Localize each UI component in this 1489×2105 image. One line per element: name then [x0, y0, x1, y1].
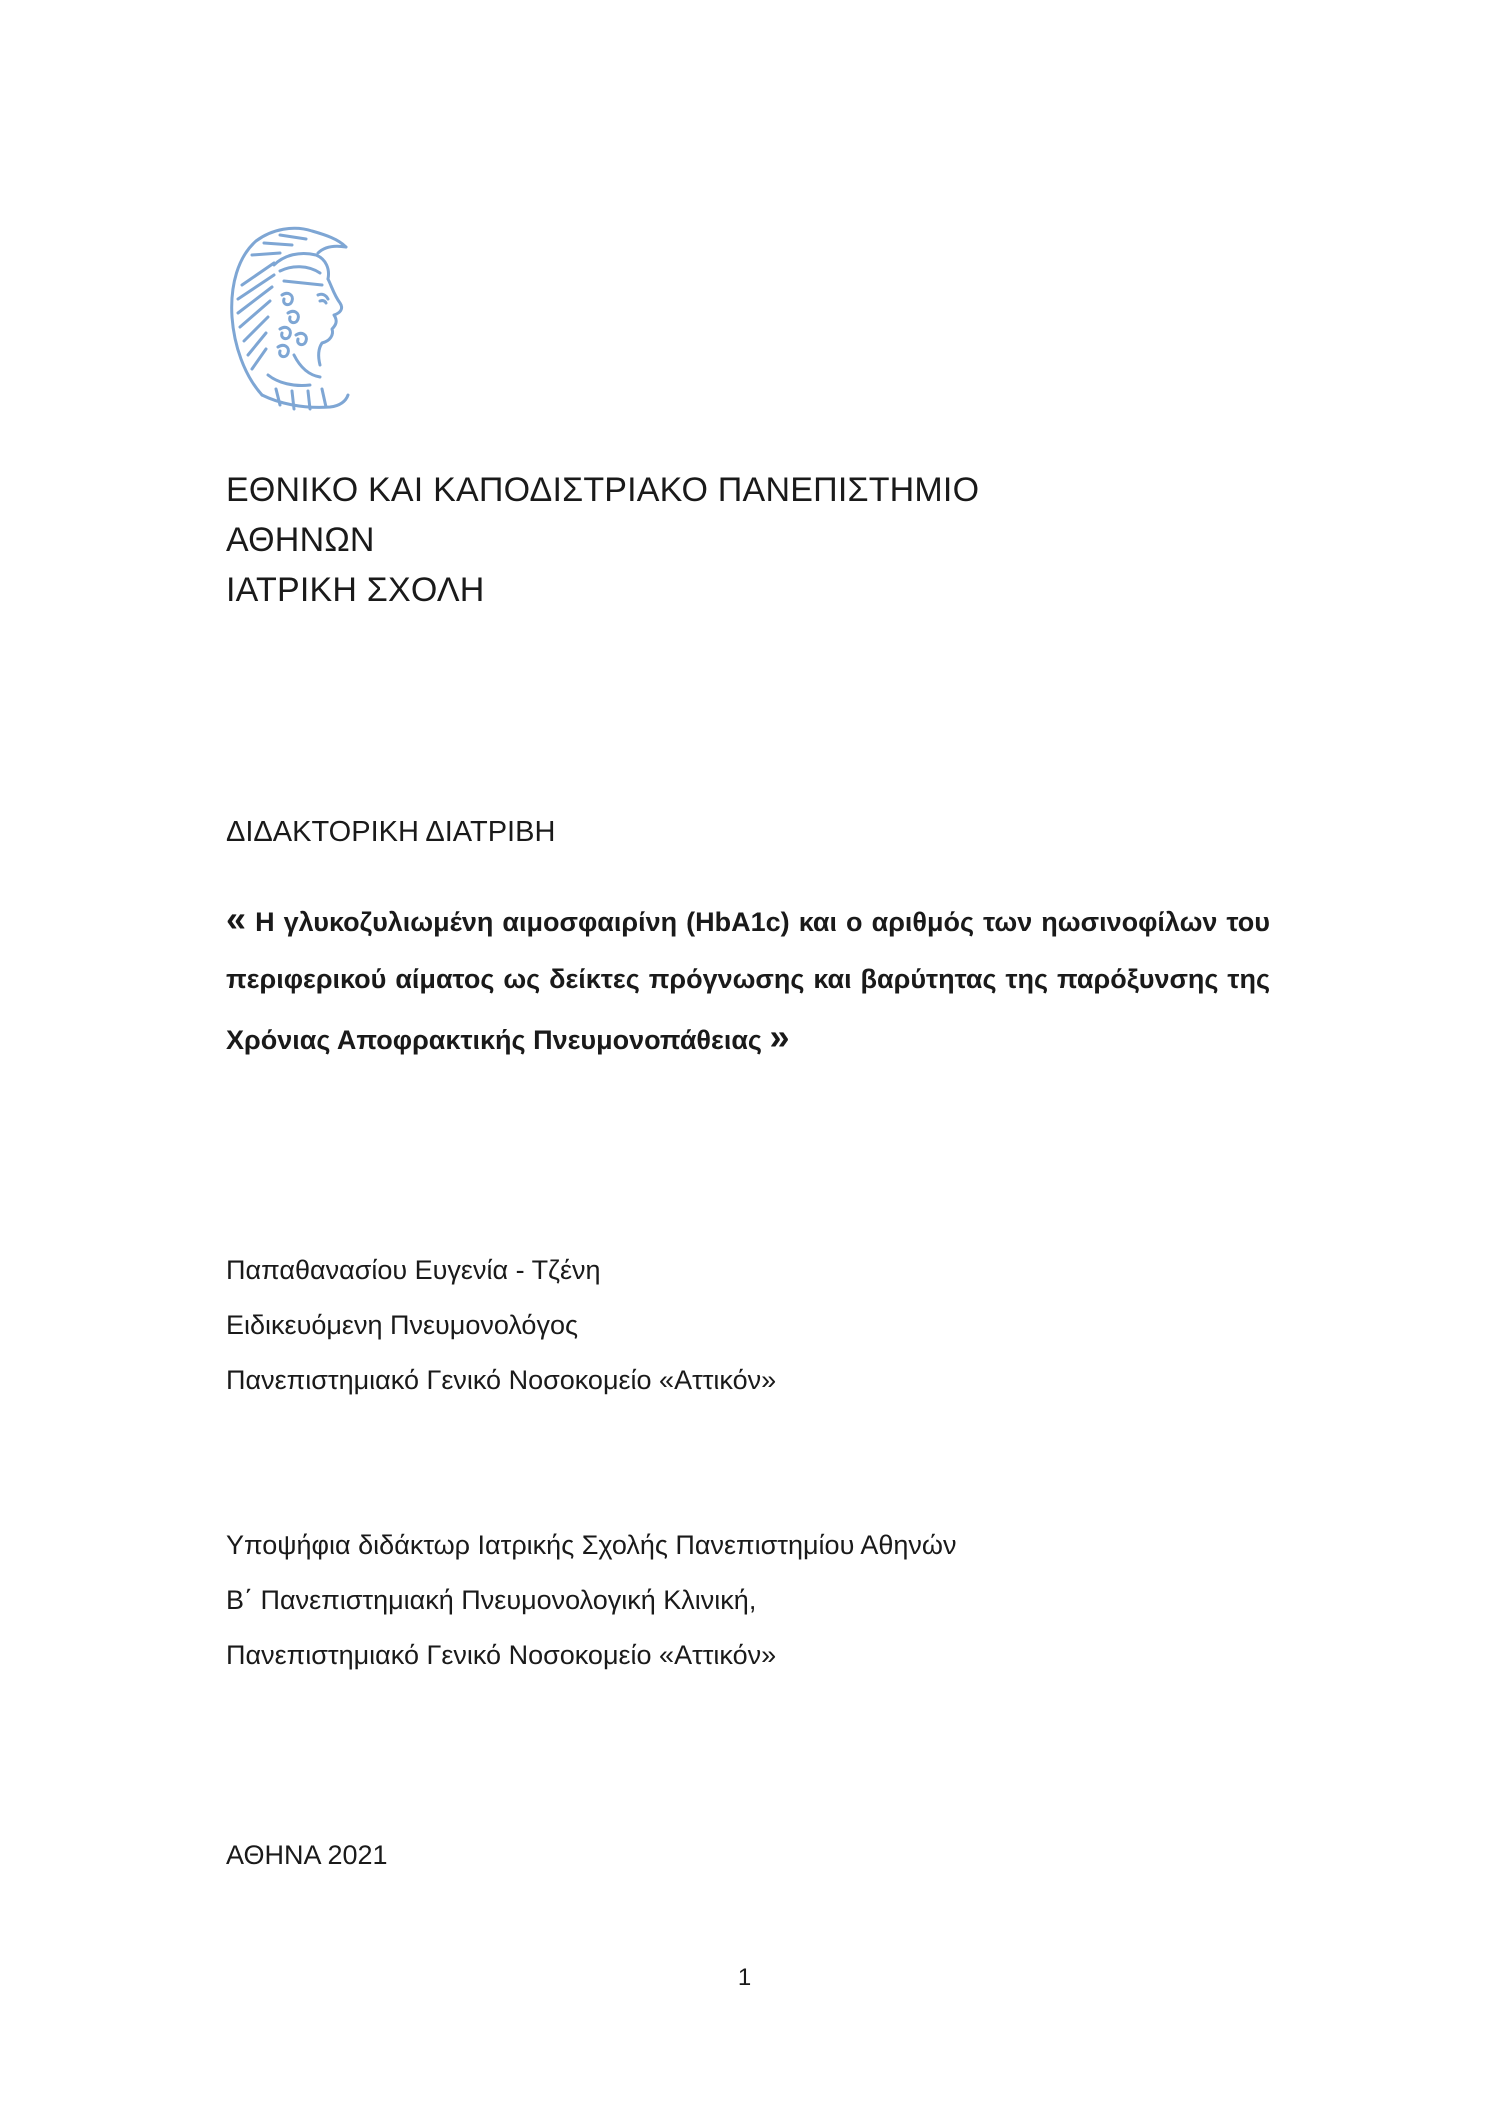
candidate-clinic: Β΄ Πανεπιστημιακή Πνευμονολογική Κλινική, — [226, 1585, 757, 1615]
university-name-line-2: ΑΘΗΝΩΝ — [226, 521, 375, 559]
university-header — [226, 465, 979, 615]
document-type: ΔΙΔΑΚΤΟΡΙΚΗ ΔΙΑΤΡΙΒΗ — [226, 816, 556, 848]
author-block — [226, 1243, 776, 1408]
candidate-block — [226, 1518, 956, 1683]
candidate-hospital: Πανεπιστημιακό Γενικό Νοσοκομείο «Αττικόν» — [226, 1640, 777, 1670]
title-open-quote: « — [226, 898, 247, 939]
author-hospital: Πανεπιστημιακό Γενικό Νοσοκομείο «Αττικόν» — [226, 1365, 777, 1395]
title-text: Η γλυκοζυλιωμένη αιμοσφαιρίνη (HbA1c) και ο αριθμός των ηωσινοφίλων του περιφερικού αίματος ως δείκτες πρόγνωσης και βαρύτητας της παρόξυνσης της Χρόνιας Αποφρακτικής Πνευμονοπάθειας — [226, 907, 1270, 1055]
university-name-line-1: ΕΘΝΙΚΟ ΚΑΙ ΚΑΠΟΔΙΣΤΡΙΑΚΟ ΠΑΝΕΠΙΣΤΗΜΙΟ — [226, 471, 980, 509]
athena-head-icon — [222, 225, 352, 417]
author-role: Ειδικευόμενη Πνευμονολόγος — [226, 1310, 578, 1340]
city-year: ΑΘΗΝΑ 2021 — [226, 1840, 388, 1870]
thesis-title — [226, 890, 1270, 1069]
candidate-status: Υποψήφια διδάκτωρ Ιατρικής Σχολής Πανεπιστημίου Αθηνών — [226, 1530, 957, 1560]
page-number: 1 — [737, 1964, 752, 1991]
school-name: ΙΑΤΡΙΚΗ ΣΧΟΛΗ — [226, 571, 485, 609]
author-name: Παπαθανασίου Ευγενία - Τζένη — [226, 1255, 601, 1285]
title-close-quote: » — [769, 1016, 790, 1057]
university-logo — [222, 225, 352, 417]
